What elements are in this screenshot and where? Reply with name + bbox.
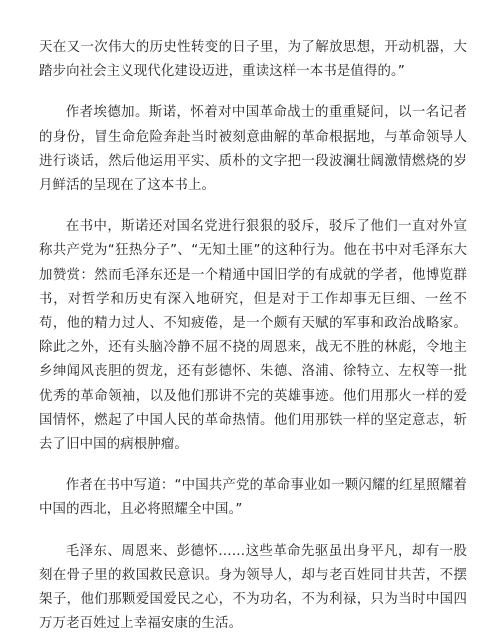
paragraph-4: 作者在书中写道：“中国共产党的革命事业如一颗闪耀的红星照耀着中国的西北，且必将照耀全中国。” [39,478,467,518]
paragraph-5: 毛泽东、周恩来、彭德怀……这些革命先驱虽出身平凡，却有一股刻在骨子里的救国救民意识。身为领导人，却与老百姓同甘共苦，不摆架子，他们那颗爱国爱民之心，不为功名，不为利禄，只为当时中国四万万老百姓过上幸福安康的生活。 [39,543,467,632]
paragraph-2: 作者埃德加。斯诺，怀着对中国革命战士的重重疑问，以一名记者的身份，冒生命危险奔赴当时被刻意曲解的革命根据地，与革命领导人进行谈话，然后他运用平实、质朴的文字把一段波澜壮阔激情燃烧的岁月鲜活的呈现在了这本书上。 [39,105,467,194]
paragraph-3: 在书中，斯诺还对国名党进行狠狠的驳斥，驳斥了他们一直对外宣称共产党为“狂热分子”、“无知土匪”的这种行为。他在书中对毛泽东大加赞赏：然而毛泽东还是一个精通中国旧学的有成就的学者，他博览群书，对哲学和历史有深入地研究，但是对于工作却事无巨细、一丝不苟，他的精力过人、不知疲倦，是一个颇有天赋的军事和政治战略家。除此之外，还有头脑冷静不屈不挠的周恩来，战无不胜的林彪，令地主乡绅闻风丧胆的贺龙，还有彭德怀、朱德、洛浦、徐特立、左权等一批优秀的革命领袖，以及他们那讲不完的英雄事迹。他们用那火一样的爱国情怀，燃起了中国人民的革命热情。他们用那铁一样的坚定意志，斩去了旧中国的病根肿瘤。 [39,219,467,453]
article-body [39,36,467,636]
paragraph-1: 天在又一次伟大的历史性转变的日子里，为了解放思想，开动机器，大踏步向社会主义现代化建设迈进，重读这样一本书是值得的。” [39,40,467,80]
